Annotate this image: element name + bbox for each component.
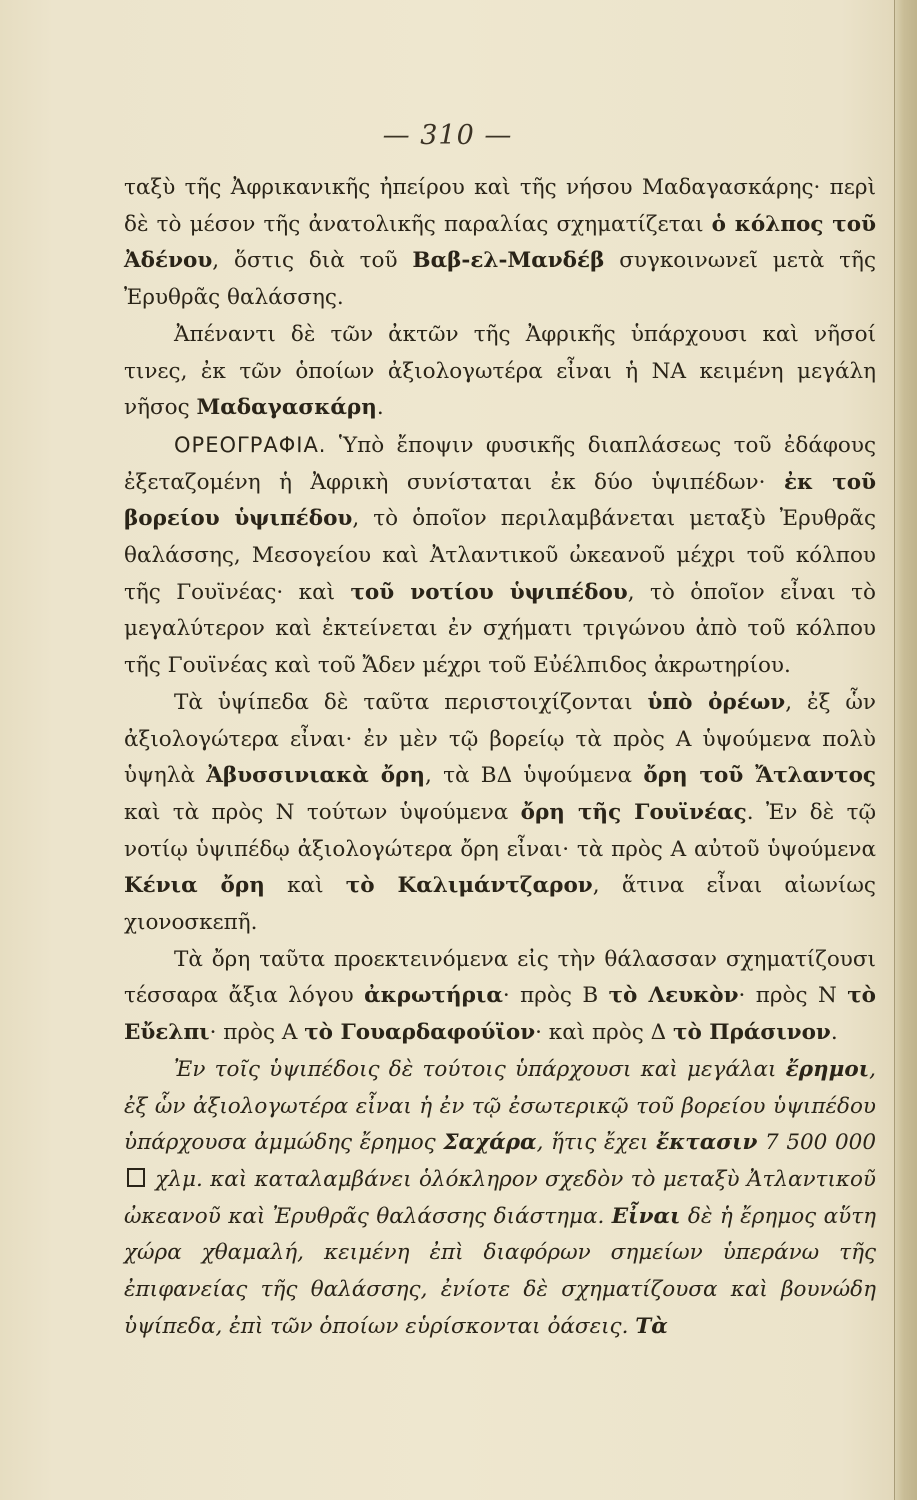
bold-term: Βαβ-ελ-Μανδέβ (412, 248, 605, 274)
body-text (124, 170, 876, 1346)
text-run: , τὸ ὁποῖον περιλαμβάνεται μεταξὺ Ἐρυθρᾶς θαλάσσης, Μεσογείου καὶ Ἀτλαντικοῦ ὠκεανοῦ μέχρι τοῦ κόλπου τῆς Γουϊνέας· καὶ (124, 506, 876, 605)
section-heading: ΟΡΕΟΓΡΑΦΙΑ. (174, 432, 327, 457)
bold-term: ἔκτασιν (656, 1130, 758, 1156)
page-edge (894, 0, 917, 1500)
text-run: χλμ. καὶ καταλαμβάνει ὁλόκληρον σχεδὸν τὸ μεταξὺ Ἀτλαντικοῦ ὠκεανοῦ καὶ Ἐρυθρᾶς θαλάσσης διάστημα. (124, 1166, 876, 1229)
text-run: , ὅστις διὰ τοῦ (212, 248, 413, 274)
text-run: Τὰ ὑψίπεδα δὲ ταῦτα περιστοιχίζονται (174, 689, 648, 715)
paragraph-2 (124, 317, 876, 427)
paragraph-6 (124, 1052, 876, 1346)
bold-term: Μαδαγασκάρη (196, 395, 377, 421)
bold-term: ὑπὸ ὀρέων (647, 689, 786, 715)
text-run: συγκοινωνεῖ μετὰ τῆς Ἐρυθρᾶς θαλάσσης. (124, 248, 876, 311)
text-run: 7 500 000 (757, 1130, 877, 1156)
bold-term: ὄρη τῆς Γουϊνέας (520, 799, 747, 825)
text-run: Ἐν τοῖς ὑψιπέδοις δὲ τούτοις ὑπάρχουσι καὶ μεγάλαι (174, 1056, 786, 1082)
bold-term: Ἀβυσσινιακὰ ὄρη (206, 763, 425, 789)
paragraph-1 (124, 170, 876, 317)
text-run: καὶ τὰ πρὸς Ν τούτων ὑψούμενα (124, 799, 521, 825)
bold-term: Τὰ (635, 1313, 668, 1339)
text-run: . (830, 1020, 838, 1046)
text-run: Ὑπὸ ἔποψιν φυσικῆς διαπλάσεως τοῦ ἐδάφους ἐξεταζομένη ἡ Ἀφρικὴ συνίσταται ἐκ δύο ὑψιπέδων· (124, 432, 876, 495)
bold-term: ἀκρωτήρια (364, 983, 503, 1009)
paragraph-4 (124, 685, 876, 942)
bold-term: ὄρη τοῦ Ἄτλαντος (643, 763, 876, 789)
bold-term: Κένια ὄρη (124, 873, 265, 899)
text-run: ταξὺ τῆς Ἀφρικανικῆς ἠπείρου καὶ τῆς νήσου Μαδαγασκάρης· περὶ δὲ τὸ μέσον τῆς ἀνατολικῆς παραλίας σχηματίζεται (124, 175, 876, 237)
text-run: , ἅτινα εἶναι αἰωνίως χιονοσκεπῆ. (124, 873, 876, 936)
text-run: Τὰ ὄρη ταῦτα προεκτεινόμενα εἰς τὴν θάλασσαν σχηματίζουσι τέσσαρα ἄξια λόγου (124, 946, 876, 1009)
text-run: · πρὸς Ν (738, 983, 848, 1009)
bold-term: τὸ Καλιμάντζαρον (345, 873, 593, 899)
bold-term: τὸ Λευκὸν (608, 983, 739, 1009)
bold-term: τὸ Εὔελπι (124, 983, 876, 1046)
text-run: δὲ ἡ ἔρημος αὕτη χώρα χθαμαλή, κειμένη ἐπὶ διαφόρων σημείων ὑπεράνω τῆς ἐπιφανείας τῆς θαλάσσης, ἐνίοτε δὲ σχηματίζουσα καὶ βουνώδη ὑψίπεδα, ἐπὶ τῶν ὁποίων εὑρίσκονται ὀάσεις. (124, 1203, 876, 1339)
text-run: . (376, 395, 384, 421)
bold-term: Εἶναι (611, 1203, 681, 1229)
bold-term: ἐκ τοῦ βορείου ὑψιπέδου (124, 469, 876, 532)
bold-term: ἔρημοι (785, 1056, 870, 1082)
text-run: · πρὸς Β (502, 983, 609, 1009)
text-run: Ἀπέναντι δὲ τῶν ἀκτῶν τῆς Ἀφρικῆς ὑπάρχουσι καὶ νῆσοί τινες, ἐκ τῶν ὁποίων ἀξιολογωτέρα εἶναι ἡ ΝΑ κειμένη μεγάλη νῆσος (124, 321, 876, 421)
bold-term: τὸ Πράσινον (672, 1020, 831, 1046)
bold-term: Σαχάρα (443, 1130, 537, 1156)
text-run: . Ἐν δὲ τῷ νοτίῳ ὑψιπέδῳ ἀξιολογώτερα ὄρη εἶναι· τὰ πρὸς Α αὐτοῦ ὑψούμενα (124, 799, 877, 862)
text-run: , ἐξ ὧν ἀξιολογώτερα εἶναι· ἐν μὲν τῷ βορείῳ τὰ πρὸς Α ὑψούμενα πολὺ ὑψηλὰ (124, 689, 876, 789)
text-run: , ἐξ ὧν ἀξιολογωτέρα εἶναι ἡ ἐν τῷ ἐσωτερικῷ τοῦ βορείου ὑψιπέδου ὑπάρχουσα ἀμμώδης ἔρημος (124, 1056, 876, 1156)
text-run: · καὶ πρὸς Δ (535, 1020, 673, 1046)
bold-term: τὸ Γουαρδαφούϊον (304, 1020, 536, 1046)
text-run: , ἥτις ἔχει (536, 1130, 657, 1156)
paragraph-3 (124, 427, 876, 685)
text-run: , τὸ ὁποῖον εἶναι τὸ μεγαλύτερον καὶ ἐκτείνεται ἐν σχήματι τριγώνου ἀπὸ τοῦ κόλπου τῆς Γουϊνέας καὶ τοῦ Ἄδεν μέχρι τοῦ Εὐέλπιδος ἀκρωτηρίου. (124, 579, 876, 679)
text-run: καὶ (264, 873, 346, 899)
text-run: , τὰ ΒΔ ὑψούμενα (424, 763, 644, 789)
square-unit-icon (127, 1168, 145, 1187)
paragraph-5 (124, 942, 876, 1052)
text-run: · πρὸς Α (209, 1020, 305, 1046)
page-number: — 310 — (382, 120, 513, 151)
bold-term: ὁ κόλπος τοῦ Ἀδένου (124, 211, 876, 274)
bold-term: τοῦ νοτίου ὑψιπέδου (350, 579, 628, 605)
